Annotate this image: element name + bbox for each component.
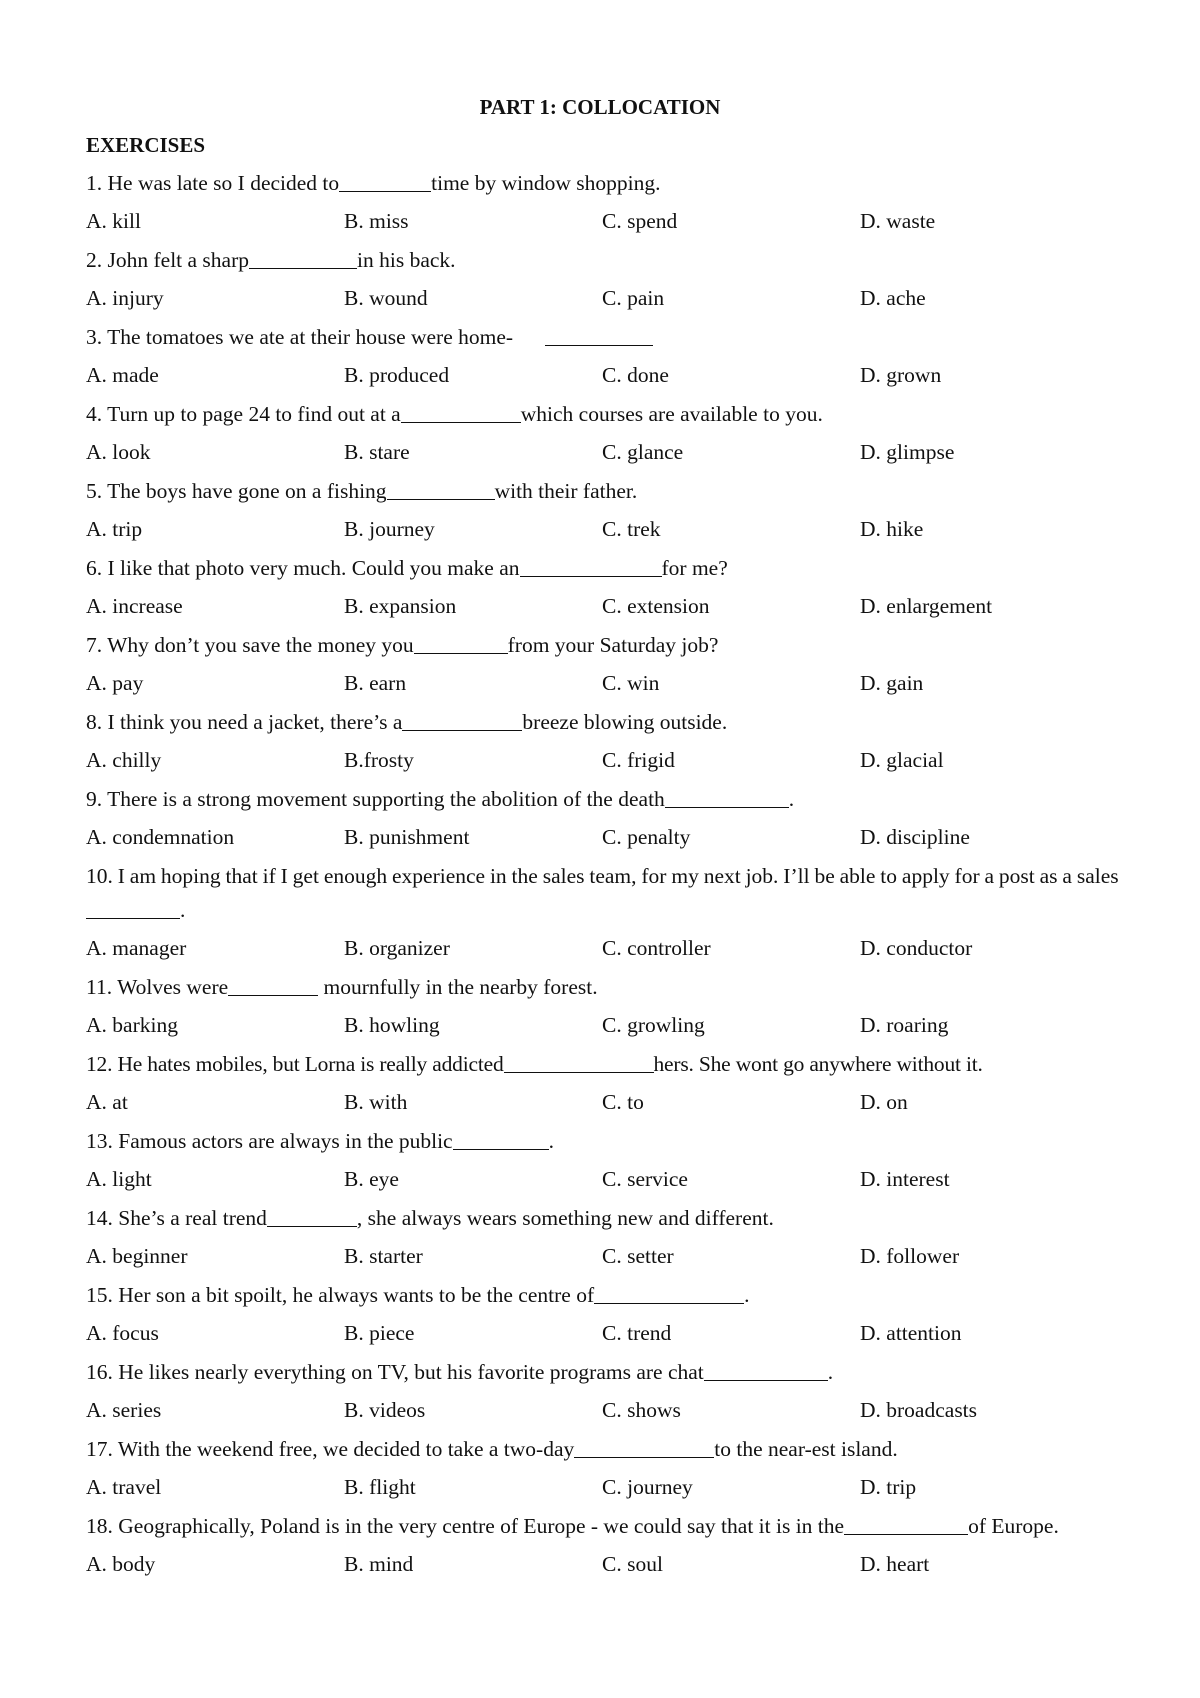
option-d: D. on [860,1090,908,1114]
question-text [86,1278,1126,1312]
section-heading: EXERCISES [86,133,206,157]
option-b: B.frosty [344,748,414,772]
question-stem: 9. There is a strong movement supporting the abolition of the death [86,787,665,811]
question-text [86,166,1126,200]
option-c: C. glance [602,440,684,464]
answer-blank [228,973,318,996]
option-d: D. ache [860,286,926,310]
answer-blank [402,708,522,731]
question-text [86,320,1126,354]
option-a: A. light [86,1167,152,1191]
answer-blank [414,631,508,654]
question-text [86,1047,1126,1081]
question-2 [86,243,1126,320]
option-a: A. chilly [86,748,162,772]
option-a: A. travel [86,1475,162,1499]
question-7 [86,628,1126,705]
option-d: D. conductor [860,936,973,960]
option-b: B. flight [344,1475,416,1499]
option-d: D. glimpse [860,440,955,464]
question-tail: . [827,1360,834,1384]
option-d: D. gain [860,671,924,695]
option-c: C. service [602,1167,688,1191]
answer-blank [844,1512,968,1535]
question-stem: 16. He likes nearly everything on TV, but his favorite programs are chat [86,1360,704,1384]
option-b: B. journey [344,517,435,541]
option-b: B. expansion [344,594,457,618]
option-a: A. kill [86,209,141,233]
question-13 [86,1124,1126,1201]
option-a: A. manager [86,936,187,960]
option-c: C. soul [602,1552,663,1576]
question-tail: breeze blowing outside. [522,710,728,734]
answer-options [86,200,1126,243]
question-12 [86,1047,1126,1124]
question-17 [86,1432,1126,1509]
question-stem: 11. Wolves were [86,975,229,999]
question-tail: time by window shopping. [431,171,661,195]
question-tail: of Europe. [968,1514,1059,1538]
option-a: A. series [86,1398,162,1422]
question-text [86,397,1126,431]
option-d: D. grown [860,363,942,387]
option-c: C. trek [602,517,661,541]
option-b: B. eye [344,1167,399,1191]
question-text [86,782,1126,816]
question-tail: to the near-est island. [714,1437,898,1461]
answer-options [86,1158,1126,1201]
option-a: A. made [86,363,159,387]
question-list [86,166,1126,1586]
answer-blank [574,1435,714,1458]
option-a: A. pay [86,671,144,695]
option-b: B. punishment [344,825,470,849]
option-c: C. penalty [602,825,691,849]
question-tail: . [548,1129,554,1153]
question-stem: 5. The boys have gone on a fishing [86,479,387,503]
option-a: A. beginner [86,1244,188,1268]
question-tail: for me? [661,556,728,580]
answer-options [86,585,1126,628]
question-text [86,243,1126,277]
question-text [86,1355,1126,1389]
question-4 [86,397,1126,474]
option-d: D. roaring [860,1013,949,1037]
option-a: A. body [86,1552,156,1576]
question-6 [86,551,1126,628]
option-d: D. broadcasts [860,1398,978,1422]
question-18 [86,1509,1126,1586]
option-b: B. videos [344,1398,426,1422]
question-8 [86,705,1126,782]
option-a: A. barking [86,1013,178,1037]
option-a: A. at [86,1090,128,1114]
question-tail: in his back. [357,248,456,272]
question-tail: . [180,898,186,922]
option-b: B. with [344,1090,408,1114]
option-d: D. glacial [860,748,944,772]
option-c: C. shows [602,1398,681,1422]
option-d: D. hike [860,517,924,541]
question-text [86,628,1126,662]
option-c: C. growling [602,1013,705,1037]
answer-options [86,508,1126,551]
question-stem: 18. Geographically, Poland is in the very centre of Europe - we could say that it is in the [86,1514,845,1538]
question-stem: 1. He was late so I decided to [86,171,340,195]
question-14 [86,1201,1126,1278]
question-tail: mournfully in the nearby forest. [318,975,598,999]
option-c: C. spend [602,209,678,233]
answer-options [86,816,1126,859]
question-stem: 7. Why don’t you save the money you [86,633,414,657]
option-c: C. trend [602,1321,672,1345]
question-text [86,1432,1126,1466]
question-stem: 13. Famous actors are always in the public [86,1129,453,1153]
option-a: A. injury [86,286,164,310]
question-text [86,474,1126,508]
option-a: A. focus [86,1321,159,1345]
option-c: C. pain [602,286,665,310]
question-stem: 17. With the weekend free, we decided to take a two-day [86,1437,575,1461]
page-title: PART 1: COLLOCATION [479,95,721,119]
answer-options [86,277,1126,320]
question-stem: 10. I am hoping that if I get enough experience in the sales team, for my next job. I’ll be able to apply for a post as a sales [86,864,1119,888]
option-d: D. waste [860,209,936,233]
option-d: D. discipline [860,825,970,849]
answer-blank [704,1358,828,1381]
question-tail: with their father. [494,479,638,503]
option-c: C. frigid [602,748,675,772]
answer-blank [86,896,180,919]
option-c: C. journey [602,1475,693,1499]
answer-blank [401,400,521,423]
question-tail: hers. She wont go anywhere without it. [653,1052,983,1076]
question-16 [86,1355,1126,1432]
option-c: C. done [602,363,669,387]
option-d: D. trip [860,1475,917,1499]
option-a: A. increase [86,594,183,618]
question-stem: 2. John felt a sharp [86,248,250,272]
option-b: B. mind [344,1552,414,1576]
option-c: C. to [602,1090,644,1114]
question-1 [86,166,1126,243]
option-b: B. earn [344,671,407,695]
answer-blank [545,323,653,346]
option-c: C. extension [602,594,710,618]
option-c: C. controller [602,936,711,960]
answer-blank [520,554,662,577]
answer-options [86,1081,1126,1124]
answer-options [86,662,1126,705]
answer-blank [249,246,357,269]
question-15 [86,1278,1126,1355]
question-stem: 14. She’s a real trend [86,1206,267,1230]
question-text [86,970,1126,1004]
question-10 [86,859,1126,970]
option-a: A. condemnation [86,825,235,849]
question-tail: . [744,1283,750,1307]
question-stem: 12. He hates mobiles, but Lorna is really addicted [86,1052,504,1076]
option-b: B. wound [344,286,428,310]
question-3 [86,320,1126,397]
option-d: D. interest [860,1167,950,1191]
answer-blank [267,1204,357,1227]
option-d: D. enlargement [860,594,993,618]
question-stem: 4. Turn up to page 24 to find out at a [86,402,401,426]
answer-options [86,739,1126,782]
option-a: A. look [86,440,151,464]
option-d: D. attention [860,1321,962,1345]
answer-options [86,1235,1126,1278]
answer-options [86,354,1126,397]
answer-blank [594,1281,744,1304]
option-b: B. starter [344,1244,423,1268]
option-c: C. win [602,671,660,695]
option-d: D. follower [860,1244,960,1268]
option-d: D. heart [860,1552,930,1576]
answer-blank [453,1127,549,1150]
answer-blank [504,1050,654,1073]
question-text [86,859,1126,927]
question-text [86,705,1126,739]
question-text [86,1124,1126,1158]
option-b: B. produced [344,363,450,387]
question-stem: 8. I think you need a jacket, there’s a [86,710,403,734]
answer-options [86,1312,1126,1355]
option-b: B. howling [344,1013,440,1037]
option-a: A. trip [86,517,143,541]
answer-blank [339,169,431,192]
answer-options [86,1389,1126,1432]
option-b: B. organizer [344,936,450,960]
answer-blank [387,477,495,500]
question-tail: , she always wears something new and different. [356,1206,774,1230]
answer-options [86,1466,1126,1509]
answer-options [86,1543,1126,1586]
question-stem: 15. Her son a bit spoilt, he always wants to be the centre of [86,1283,595,1307]
question-stem: 6. I like that photo very much. Could you make an [86,556,520,580]
option-b: B. stare [344,440,410,464]
question-11 [86,970,1126,1047]
question-5 [86,474,1126,551]
question-tail: from your Saturday job? [507,633,719,657]
question-9 [86,782,1126,859]
question-text [86,1201,1126,1235]
answer-options [86,1004,1126,1047]
option-c: C. setter [602,1244,674,1268]
answer-options [86,927,1126,970]
question-text [86,551,1126,585]
option-b: B. miss [344,209,409,233]
question-tail: which courses are available to you. [520,402,823,426]
answer-blank [665,785,789,808]
question-tail: . [788,787,795,811]
question-stem: 3. The tomatoes we ate at their house were home- [86,325,514,349]
option-b: B. piece [344,1321,415,1345]
answer-options [86,431,1126,474]
question-text [86,1509,1126,1543]
